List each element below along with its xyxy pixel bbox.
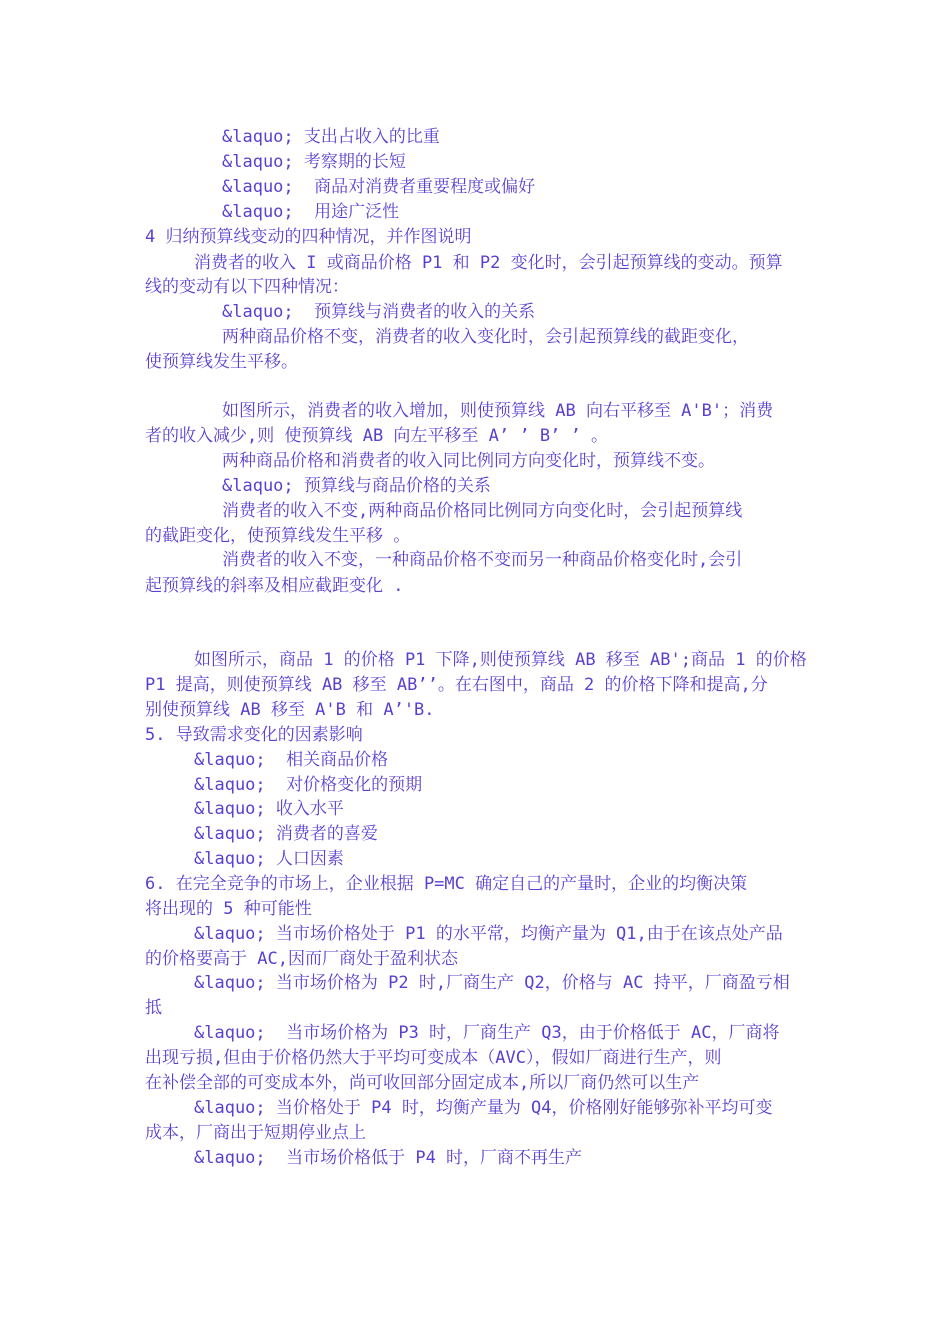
text-line: &laquo; 预算线与消费者的收入的关系	[222, 302, 536, 322]
text-line: 使预算线发生平移。	[145, 352, 298, 372]
text-line: &laquo; 考察期的长短	[222, 152, 406, 172]
text-line: 消费者的收入不变，一种商品价格不变而另一种商品价格变化时,会引	[222, 550, 743, 570]
text-line: 的截距变化，使预算线发生平移 。	[145, 526, 411, 546]
text-line: 线的变动有以下四种情况：	[145, 277, 349, 297]
text-line: 起预算线的斜率及相应截距变化 .	[145, 576, 404, 596]
text-line: 别使预算线 AB 移至 A'B 和 A’'B.	[145, 700, 435, 720]
text-line: 在补偿全部的可变成本外，尚可收回部分固定成本,所以厂商仍然可以生产	[145, 1073, 700, 1093]
text-line: &laquo; 对价格变化的预期	[194, 775, 423, 795]
text-line: &laquo; 支出占收入的比重	[222, 127, 440, 147]
text-line: 如图所示，商品 1 的价格 P1 下降,则使预算线 AB 移至 AB';商品 1 的价格	[194, 650, 807, 670]
text-line: P1 提高，则使预算线 AB 移至 AB’’。在右图中，商品 2 的价格下降和提高,分	[145, 675, 768, 695]
text-line: 两种商品价格和消费者的收入同比例同方向变化时，预算线不变。	[222, 451, 715, 471]
text-line: &laquo; 商品对消费者重要程度或偏好	[222, 177, 536, 197]
text-line: &laquo; 人口因素	[194, 849, 344, 869]
text-line: 消费者的收入 I 或商品价格 P1 和 P2 变化时，会引起预算线的变动。预算	[194, 253, 783, 273]
section-heading: 4 归纳预算线变动的四种情况，并作图说明	[145, 227, 472, 247]
text-line: &laquo; 当市场价格处于 P1 的水平常，均衡产量为 Q1,由于在该点处产品	[194, 924, 783, 944]
text-line: &laquo; 当市场价格为 P3 时，厂商生产 Q3，由于价格低于 AC，厂商将	[194, 1023, 780, 1043]
text-line: &laquo; 当市场价格为 P2 时,厂商生产 Q2，价格与 AC 持平，厂商盈亏相	[194, 973, 790, 993]
text-line: 抵	[145, 998, 162, 1018]
text-line: 成本，厂商出于短期停业点上	[145, 1123, 366, 1143]
text-line: &laquo; 收入水平	[194, 799, 344, 819]
text-line: &laquo; 当价格处于 P4 时，均衡产量为 Q4，价格刚好能够弥补平均可变	[194, 1098, 773, 1118]
text-line: 消费者的收入不变,两种商品价格同比例同方向变化时，会引起预算线	[222, 501, 743, 521]
text-line: &laquo; 相关商品价格	[194, 750, 389, 770]
section-heading: 6. 在完全竞争的市场上，企业根据 P=MC 确定自己的产量时，企业的均衡决策	[145, 874, 748, 894]
text-line: &laquo; 用途广泛性	[222, 202, 400, 222]
section-heading: 5. 导致需求变化的因素影响	[145, 725, 363, 745]
text-line: &laquo; 消费者的喜爱	[194, 824, 378, 844]
text-line: 将出现的 5 种可能性	[145, 899, 312, 919]
text-line: 的价格要高于 AC,因而厂商处于盈利状态	[145, 949, 458, 969]
text-line: 者的收入减少,则 使预算线 AB 向左平移至 A’ ’ B’ ’ 。	[145, 426, 608, 446]
text-line: 两种商品价格不变，消费者的收入变化时，会引起预算线的截距变化，	[222, 327, 749, 347]
text-line: &laquo; 当市场价格低于 P4 时，厂商不再生产	[194, 1148, 583, 1168]
text-line: &laquo; 预算线与商品价格的关系	[222, 476, 491, 496]
text-line: 如图所示，消费者的收入增加，则使预算线 AB 向右平移至 A'B'；消费	[222, 401, 774, 421]
text-line: 出现亏损,但由于价格仍然大于平均可变成本（AVC），假如厂商进行生产，则	[145, 1048, 722, 1068]
